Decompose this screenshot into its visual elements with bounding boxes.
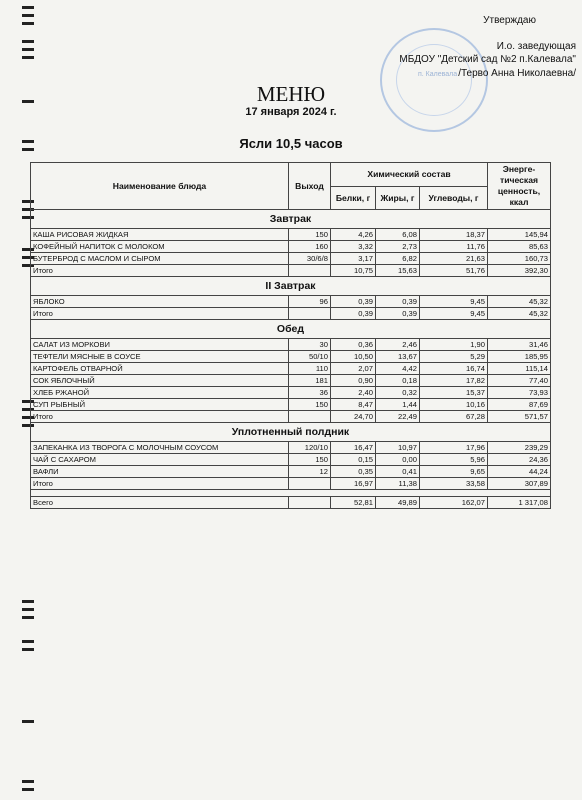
dish-energy: 160,73 — [488, 253, 551, 265]
menu-date: 17 января 2024 г. — [245, 106, 337, 118]
dish-energy: 73,93 — [488, 387, 551, 399]
binder-hole — [22, 608, 34, 611]
dish-name: КАРТОФЕЛЬ ОТВАРНОЙ — [31, 363, 289, 375]
table-row — [31, 399, 551, 411]
header-chem: Химический состав — [331, 163, 488, 187]
dish-energy: 87,69 — [488, 399, 551, 411]
section-title: II Завтрак — [31, 277, 551, 296]
dish-yield: 30 — [289, 339, 331, 351]
dish-fat: 6,82 — [376, 253, 420, 265]
header-name: Наименование блюда — [31, 163, 289, 210]
total-protein: 10,75 — [331, 265, 376, 277]
table-row — [31, 229, 551, 241]
dish-energy: 115,14 — [488, 363, 551, 375]
section-title: Уплотненный полдник — [31, 423, 551, 442]
dish-energy: 185,95 — [488, 351, 551, 363]
total-protein: 0,39 — [331, 308, 376, 320]
dish-yield: 36 — [289, 387, 331, 399]
dish-carbs: 9,45 — [420, 296, 488, 308]
dish-name: ЧАЙ С САХАРОМ — [31, 454, 289, 466]
binder-hole — [22, 56, 34, 59]
dish-name: САЛАТ ИЗ МОРКОВИ — [31, 339, 289, 351]
dish-carbs: 9,65 — [420, 466, 488, 478]
dish-protein: 16,47 — [331, 442, 376, 454]
binder-hole — [22, 600, 34, 603]
dish-energy: 31,46 — [488, 339, 551, 351]
total-energy: 571,57 — [488, 411, 551, 423]
dish-protein: 0,90 — [331, 375, 376, 387]
table-row — [31, 442, 551, 454]
total-row — [31, 308, 551, 320]
table-row — [31, 375, 551, 387]
grand-total-energy: 1 317,08 — [488, 497, 551, 509]
dish-fat: 0,41 — [376, 466, 420, 478]
dish-yield: 12 — [289, 466, 331, 478]
section-row — [31, 277, 551, 296]
grand-total-fat: 49,89 — [376, 497, 420, 509]
approval-org: МБДОУ "Детский сад №2 п.Калевала" — [399, 54, 576, 65]
dish-fat: 10,97 — [376, 442, 420, 454]
grand-total-protein: 52,81 — [331, 497, 376, 509]
header-carbs: Углеводы, г — [420, 186, 488, 210]
dish-energy: 77,40 — [488, 375, 551, 387]
dish-protein: 10,50 — [331, 351, 376, 363]
total-carbs: 67,28 — [420, 411, 488, 423]
total-carbs: 9,45 — [420, 308, 488, 320]
dish-energy: 44,24 — [488, 466, 551, 478]
table-row — [31, 466, 551, 478]
dish-carbs: 17,96 — [420, 442, 488, 454]
dish-fat: 4,42 — [376, 363, 420, 375]
dish-name: ХЛЕБ РЖАНОЙ — [31, 387, 289, 399]
total-row — [31, 265, 551, 277]
dish-fat: 2,46 — [376, 339, 420, 351]
dish-protein: 8,47 — [331, 399, 376, 411]
dish-energy: 145,94 — [488, 229, 551, 241]
binder-hole — [22, 780, 34, 783]
dish-energy: 239,29 — [488, 442, 551, 454]
table-row — [31, 351, 551, 363]
section-title: Обед — [31, 320, 551, 339]
total-label: Итого — [31, 308, 289, 320]
dish-yield: 181 — [289, 375, 331, 387]
table-row — [31, 454, 551, 466]
dish-energy: 85,63 — [488, 241, 551, 253]
grand-total-row — [31, 497, 551, 509]
stamp-text: п. Калевала — [418, 71, 458, 78]
header-fat: Жиры, г — [376, 186, 420, 210]
dish-name: СУП РЫБНЫЙ — [31, 399, 289, 411]
header-yield: Выход — [289, 163, 331, 210]
table-row — [31, 296, 551, 308]
total-protein: 24,70 — [331, 411, 376, 423]
total-row — [31, 411, 551, 423]
total-carbs: 51,76 — [420, 265, 488, 277]
total-energy: 45,32 — [488, 308, 551, 320]
header-protein: Белки, г — [331, 186, 376, 210]
dish-carbs: 16,74 — [420, 363, 488, 375]
binder-hole — [22, 788, 34, 791]
total-yield-empty — [289, 265, 331, 277]
section-row — [31, 320, 551, 339]
dish-name: ЗАПЕКАНКА ИЗ ТВОРОГА С МОЛОЧНЫМ СОУСОМ — [31, 442, 289, 454]
dish-name: ВАФЛИ — [31, 466, 289, 478]
dish-fat: 0,00 — [376, 454, 420, 466]
dish-yield: 160 — [289, 241, 331, 253]
approval-title: Утверждаю — [483, 15, 536, 26]
table-row — [31, 241, 551, 253]
total-energy: 392,30 — [488, 265, 551, 277]
dish-name: КОФЕЙНЫЙ НАПИТОК С МОЛОКОМ — [31, 241, 289, 253]
dish-yield: 150 — [289, 399, 331, 411]
total-yield-empty — [289, 308, 331, 320]
total-label: Итого — [31, 265, 289, 277]
total-fat: 11,38 — [376, 478, 420, 490]
dish-protein: 2,40 — [331, 387, 376, 399]
dish-fat: 0,39 — [376, 296, 420, 308]
menu-table — [30, 162, 551, 509]
total-row — [31, 478, 551, 490]
dish-yield: 150 — [289, 229, 331, 241]
dish-name: ТЕФТЕЛИ МЯСНЫЕ В СОУСЕ — [31, 351, 289, 363]
dish-yield: 110 — [289, 363, 331, 375]
dish-yield: 150 — [289, 454, 331, 466]
binder-hole — [22, 720, 34, 723]
grand-total-label: Всего — [31, 497, 289, 509]
dish-protein: 4,26 — [331, 229, 376, 241]
table-row — [31, 387, 551, 399]
dish-fat: 13,67 — [376, 351, 420, 363]
header-energy: Энерге-тическая ценность, ккал — [488, 163, 551, 210]
dish-carbs: 18,37 — [420, 229, 488, 241]
total-yield-empty — [289, 478, 331, 490]
grand-total-carbs: 162,07 — [420, 497, 488, 509]
dish-carbs: 11,76 — [420, 241, 488, 253]
section-row — [31, 210, 551, 229]
dish-fat: 2,73 — [376, 241, 420, 253]
dish-name: СОК ЯБЛОЧНЫЙ — [31, 375, 289, 387]
dish-protein: 3,17 — [331, 253, 376, 265]
dish-yield: 96 — [289, 296, 331, 308]
binder-hole — [22, 648, 34, 651]
dish-carbs: 17,82 — [420, 375, 488, 387]
approval-signer: /Терво Анна Николаевна/ — [458, 67, 576, 79]
total-fat: 15,63 — [376, 265, 420, 277]
binder-hole — [22, 22, 34, 25]
dish-protein: 0,39 — [331, 296, 376, 308]
approval-block — [346, 14, 576, 80]
dish-name: КАША РИСОВАЯ ЖИДКАЯ — [31, 229, 289, 241]
dish-protein: 2,07 — [331, 363, 376, 375]
section-title: Завтрак — [31, 210, 551, 229]
binder-hole — [22, 616, 34, 619]
grand-total-yield-empty — [289, 497, 331, 509]
dish-protein: 3,32 — [331, 241, 376, 253]
dish-yield: 30/6/8 — [289, 253, 331, 265]
dish-fat: 0,18 — [376, 375, 420, 387]
dish-name: БУТЕРБРОД С МАСЛОМ И СЫРОМ — [31, 253, 289, 265]
dish-energy: 24,36 — [488, 454, 551, 466]
table-row — [31, 363, 551, 375]
menu-group: Ясли 10,5 часов — [239, 136, 343, 151]
dish-protein: 0,15 — [331, 454, 376, 466]
dish-carbs: 10,16 — [420, 399, 488, 411]
binder-hole — [22, 48, 34, 51]
table-row — [31, 253, 551, 265]
dish-fat: 0,32 — [376, 387, 420, 399]
dish-carbs: 21,63 — [420, 253, 488, 265]
total-yield-empty — [289, 411, 331, 423]
spacer-row — [31, 490, 551, 497]
total-label: Итого — [31, 478, 289, 490]
binder-hole — [22, 640, 34, 643]
dish-carbs: 15,37 — [420, 387, 488, 399]
total-protein: 16,97 — [331, 478, 376, 490]
dish-fat: 1,44 — [376, 399, 420, 411]
dish-yield: 120/10 — [289, 442, 331, 454]
menu-title: МЕНЮ — [256, 82, 326, 106]
section-row — [31, 423, 551, 442]
dish-name: ЯБЛОКО — [31, 296, 289, 308]
binder-hole — [22, 14, 34, 17]
dish-carbs: 1,90 — [420, 339, 488, 351]
total-fat: 22,49 — [376, 411, 420, 423]
binder-hole — [22, 6, 34, 9]
dish-protein: 0,35 — [331, 466, 376, 478]
dish-protein: 0,36 — [331, 339, 376, 351]
dish-carbs: 5,96 — [420, 454, 488, 466]
table-row — [31, 339, 551, 351]
total-carbs: 33,58 — [420, 478, 488, 490]
total-energy: 307,89 — [488, 478, 551, 490]
approval-position: И.о. заведующая — [496, 40, 576, 52]
dish-yield: 50/10 — [289, 351, 331, 363]
dish-carbs: 5,29 — [420, 351, 488, 363]
spacer-cell — [31, 490, 551, 497]
binder-hole — [22, 40, 34, 43]
total-label: Итого — [31, 411, 289, 423]
dish-energy: 45,32 — [488, 296, 551, 308]
dish-fat: 6,08 — [376, 229, 420, 241]
total-fat: 0,39 — [376, 308, 420, 320]
